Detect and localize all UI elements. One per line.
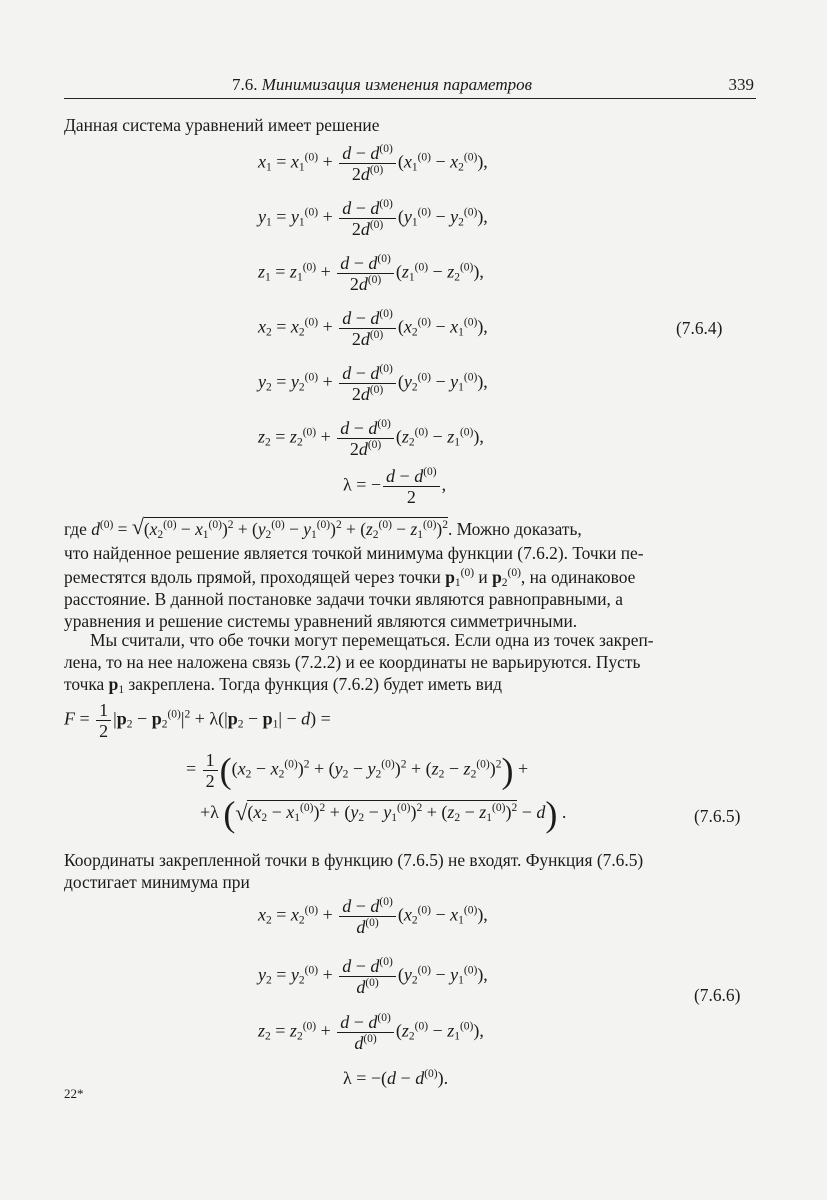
line-4: расстояние. В данной постановке задачи точки являются равноправными, а xyxy=(64,589,623,609)
eq-F-line1: F = $\frac{1}{2}$ $|p_2 - p_2^{(0)}|^2 + \lambda(|p_2 - p_1| - d)$ = xyxy=(64,700,331,741)
explanation-paragraph xyxy=(64,514,756,632)
signature-mark: 22* xyxy=(64,1086,84,1101)
eq66-y2: $y_2 = y_2^{(0)}$ + $\frac{d - d^{(0)}}{d^{(0)}}$ $(y_2^{(0)} - y_1^{(0)})$, xyxy=(258,956,488,997)
eq-y1: $y_1 = y_1^{(0)}$ + $\frac{d - d^{(0)}}{2d^{(0)}}$ $(y_1^{(0)} - y_2^{(0)})$, xyxy=(258,198,488,239)
eq66-lambda: $\lambda = -(d - d^{(0)})$. xyxy=(343,1068,449,1088)
section-name: Минимизация изменения параметров xyxy=(261,75,532,94)
eq-lambda: λ = − $\frac{d - d^{(0)}}{2}$ , xyxy=(343,466,447,507)
eq-F-line3: +λ ( √ $(x_2 - x_1^{(0)})^2 + (y_2 - y_1^{(0)})^2 + (z_2 - z_1^{(0)})^2 - d$) . xyxy=(200,793,567,834)
section-number: 7.6. xyxy=(232,75,258,94)
running-header xyxy=(64,74,756,99)
p2-line-3-start: точка xyxy=(64,674,105,694)
p3-line-1: Координаты закрепленной точки в функцию (7.6.5) не входят. Функция (7.6.5) xyxy=(64,850,644,870)
line-2: что найденное решение является точкой минимума функции (7.6.2). Точки пе- xyxy=(64,543,644,563)
line-5: уравнения и решение системы уравнений являются симметричными. xyxy=(64,611,578,631)
second-paragraph xyxy=(64,629,756,695)
line-3: реместятся вдоль прямой, проходящей через точки $p_1^{(0)}$ и $p_2^{(0)}$, на одинаковое xyxy=(64,567,636,589)
line-3-tail: , на одинаковое xyxy=(520,567,636,587)
page-number: 339 xyxy=(728,75,754,94)
p2-line-2: лена, то на нее наложена связь (7.2.2) и ее координаты не варьируются. Пусть xyxy=(64,652,641,672)
eq-number-7-6-5: (7.6.5) xyxy=(694,806,741,826)
eq-x1: $x_1 = x_1^{(0)}$ + $\frac{d - d^{(0)}}{2d^{(0)}}$ $(x_1^{(0)} - x_2^{(0)})$, xyxy=(258,143,488,184)
eq-y2: $y_2 = y_2^{(0)}$ + $\frac{d - d^{(0)}}{2d^{(0)}}$ $(y_2^{(0)} - y_1^{(0)})$, xyxy=(258,363,488,404)
intro-paragraph xyxy=(64,114,756,136)
eq66-z2: $z_2 = z_2^{(0)}$ + $\frac{d - d^{(0)}}{d^{(0)}}$ $(z_2^{(0)} - z_1^{(0)})$, xyxy=(258,1012,484,1053)
eq-number-7-6-4: (7.6.4) xyxy=(676,318,723,338)
line-1-tail: . Можно доказать, xyxy=(447,519,582,539)
line-1: где $d^{(0)}$ = √ $(x_2^{(0)} - x_1^{(0)})^2 + (y_2^{(0)} - y_1^{(0)})^2 + (z_2^{(0)} - z_1^{(0)})^2$. Можно доказать, xyxy=(64,514,582,541)
p2-line-1: Мы считали, что обе точки могут перемещаться. Если одна из точек закреп- xyxy=(90,630,654,650)
line-3-start: реместятся вдоль прямой, проходящей через точки xyxy=(64,567,441,587)
p2-line-3-tail: закреплена. Тогда функция (7.6.2) будет иметь вид xyxy=(128,674,503,694)
eq-F-line2: = $\frac{1}{2}$ $((x_2 - x_2^{(0)})^2 + (y_2 - y_2^{(0)})^2 + (z_2 - z_2^{(0)})^2)$ + xyxy=(186,750,529,791)
p2-line-3: точка $p_1$ закреплена. Тогда функция (7.6.2) будет иметь вид xyxy=(64,674,503,696)
eq-z2: $z_2 = z_2^{(0)}$ + $\frac{d - d^{(0)}}{2d^{(0)}}$ $(z_2^{(0)} - z_1^{(0)})$, xyxy=(258,418,484,459)
word-gde: где xyxy=(64,519,87,539)
p3-line-2: достигает минимума при xyxy=(64,872,250,892)
eq-z1: $z_1 = z_1^{(0)}$ + $\frac{d - d^{(0)}}{2d^{(0)}}$ $(z_1^{(0)} - z_2^{(0)})$, xyxy=(258,253,484,294)
section-title xyxy=(232,75,532,95)
eq66-x2: $x_2 = x_2^{(0)}$ + $\frac{d - d^{(0)}}{d^{(0)}}$ $(x_2^{(0)} - x_1^{(0)})$, xyxy=(258,896,488,937)
third-paragraph xyxy=(64,849,756,893)
eq-number-7-6-6: (7.6.6) xyxy=(694,985,741,1005)
intro-line: Данная система уравнений имеет решение xyxy=(64,115,380,135)
eq-x2: $x_2 = x_2^{(0)}$ + $\frac{d - d^{(0)}}{2d^{(0)}}$ $(x_2^{(0)} - x_1^{(0)})$, xyxy=(258,308,488,349)
word-and: и xyxy=(478,567,488,587)
